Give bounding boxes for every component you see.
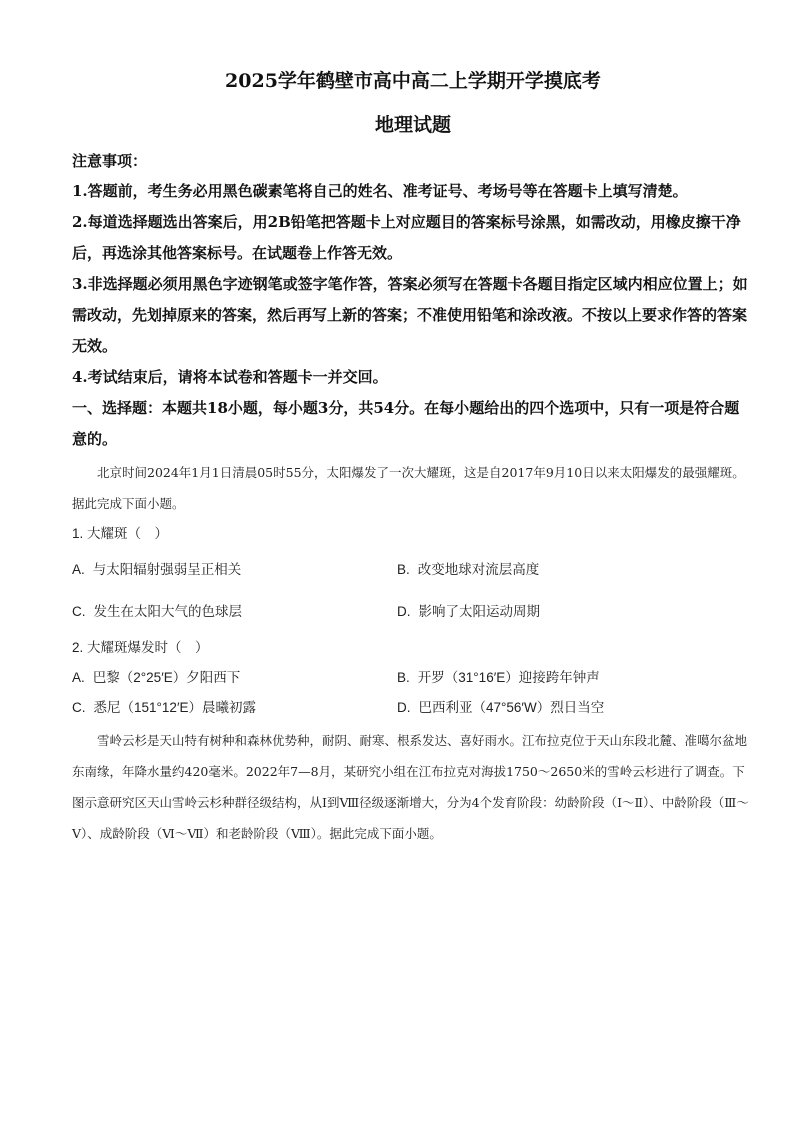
question-1-option-c[interactable]: C. 发生在太阳大气的色球层 — [72, 604, 242, 619]
note-item-4: 4.考试结束后，请将本试卷和答题卡一并交回。 — [72, 368, 388, 386]
note-item-2: 2.每道选择题选出答案后，用2B铅笔把答题卡上对应题目的答案标号涂黑，如需改动，用橡皮擦干净后，再选涂其他答案标号。在试题卷上作答无效。 — [72, 213, 741, 262]
exam-title: 2025学年鹤壁市高中高二上学期开学摸底考 — [225, 70, 601, 92]
notes-heading: 注意事项： — [72, 152, 148, 170]
question-2-option-d[interactable]: D. 巴西利亚（47°56′W）烈日当空 — [397, 700, 605, 715]
passage-spruce: 雪岭云杉是天山特有树种和森林优势种，耐阴、耐寒、根系发达、喜好雨水。江布拉克位于天山东段北麓、准噶尔盆地东南缘，年降水量约420毫米。2022年7—8月，某研究小组在江布拉克对海拔1750～2650米的雪岭云杉进行了调查。下图示意研究区天山雪岭云杉种群径级结构，从Ⅰ到Ⅷ径级逐渐增大，分为4个发育阶段：幼龄阶段（Ⅰ～Ⅱ）、中龄阶段（Ⅲ～Ⅴ）、成龄阶段（Ⅵ～Ⅶ）和老龄阶段（Ⅷ）。据此完成下面小题。 — [72, 733, 749, 841]
question-2-option-b[interactable]: B. 开罗（31°16′E）迎接跨年钟声 — [397, 670, 600, 685]
question-2-option-c[interactable]: C. 悉尼（151°12′E）晨曦初露 — [72, 700, 256, 715]
question-2-option-a[interactable]: A. 巴黎（2°25′E）夕阳西下 — [72, 670, 241, 685]
question-1-option-b[interactable]: B. 改变地球对流层高度 — [397, 562, 540, 577]
question-2-stem: 2. 大耀斑爆发时（ ） — [72, 640, 209, 655]
passage-solar-flare: 北京时间2024年1月1日清晨05时55分，太阳爆发了一次大耀斑，这是自2017年9月10日以来太阳爆发的最强耀斑。据此完成下面小题。 — [72, 465, 745, 511]
question-1-option-d[interactable]: D. 影响了太阳运动周期 — [397, 604, 540, 619]
note-item-1: 1.答题前，考生务必用黑色碳素笔将自己的姓名、准考证号、考场号等在答题卡上填写清楚。 — [72, 182, 688, 200]
exam-subtitle: 地理试题 — [374, 114, 451, 136]
note-item-3: 3.非选择题必须用黑色字迹钢笔或签字笔作答，答案必须写在答题卡各题目指定区域内相应位置上；如需改动，先划掉原来的答案，然后再写上新的答案；不准使用铅笔和涂改液。不按以上要求作答的答案无效。 — [72, 275, 748, 355]
question-1-options — [72, 549, 754, 633]
question-1-stem: 1. 大耀斑（ ） — [72, 526, 169, 541]
question-1-option-a[interactable]: A. 与太阳辐射强弱呈正相关 — [72, 562, 242, 577]
section-heading: 一、选择题：本题共18小题，每小题3分，共54分。在每小题给出的四个选项中，只有一项是符合题意的。 — [72, 399, 740, 448]
question-2-options — [72, 663, 754, 723]
